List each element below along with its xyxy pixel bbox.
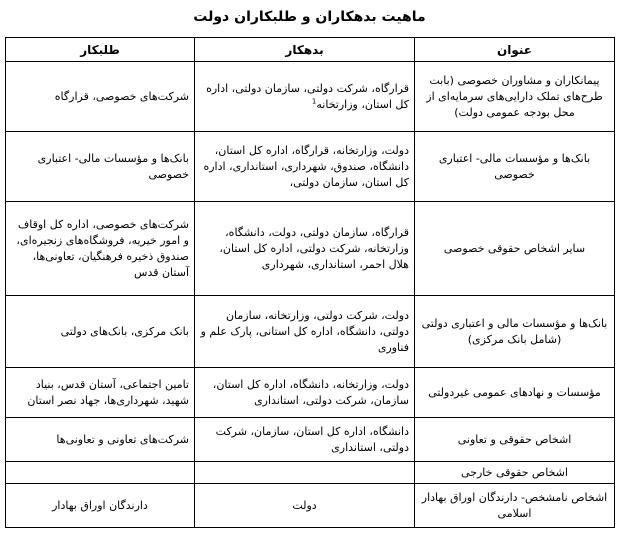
subject-cell: اشخاص نامشخص- دارندگان اوراق بهادار اسلامی [415, 484, 615, 528]
page-title: ماهیت بدهکاران و طلبکاران دولت [193, 9, 426, 25]
debtor-cell: دولت، وزارتخانه، دانشگاه، اداره کل استان، سازمان، شرکت دولتی، استانداری [195, 368, 415, 418]
table-row [6, 296, 615, 368]
table-row [6, 202, 615, 296]
subject-cell: اشخاص حقوقی خارجی [415, 462, 615, 484]
table-row [6, 418, 615, 462]
header-debtor: بدهکار [195, 38, 415, 62]
debtor-cell: دولت [195, 484, 415, 528]
subject-cell: پیمانکاران و مشاوران خصوصی (بابت طرح‌های تملک دارایی‌های سرمایه‌ای از محل بودجه عمومی دولت) [415, 62, 615, 132]
table-row [6, 462, 615, 484]
footnote-mark: 1 [311, 96, 317, 105]
table-row [6, 368, 615, 418]
subject-cell: اشخاص حقوقی و تعاونی [415, 418, 615, 462]
subject-cell: مؤسسات و نهادهای عمومی غیردولتی [415, 368, 615, 418]
table-row [6, 62, 615, 132]
creditor-cell: بانک مرکزی، بانک‌های دولتی [6, 296, 195, 368]
creditor-cell: دارندگان اوراق بهادار [6, 484, 195, 528]
header-subject: عنوان [415, 38, 615, 62]
debtor-cell [195, 462, 415, 484]
debtor-cell [195, 62, 415, 132]
table-row [6, 484, 615, 528]
debtor-cell: دولت، شرکت دولتی، وزارتخانه، سازمان دولتی، دانشگاه، اداره کل استانی، پارک علم و فناوری [195, 296, 415, 368]
debtors-creditors-table [5, 37, 615, 528]
debtor-cell: قرارگاه، سازمان دولتی، دولت، دانشگاه، وزارتخانه، شرکت دولتی، اداره کل استان، هلال احمر، استانداری، شهرداری [195, 202, 415, 296]
debtor-cell: دانشگاه، اداره کل استان، سازمان، شرکت دولتی، استانداری [195, 418, 415, 462]
subject-cell: بانک‌ها و مؤسسات مالی- اعتباری خصوصی [415, 132, 615, 202]
creditor-cell: تامین اجتماعی، آستان قدس، بنیاد شهید، شهرداری‌ها، جهاد نصر استان [6, 368, 195, 418]
subject-cell: بانک‌ها و مؤسسات مالی و اعتباری دولتی (شامل بانک مرکزی) [415, 296, 615, 368]
creditor-cell: شرکت‌های تعاونی و تعاونی‌ها [6, 418, 195, 462]
table-row [6, 132, 615, 202]
creditor-cell [6, 462, 195, 484]
header-creditor: طلبکار [6, 38, 195, 62]
creditor-cell: شرکت‌های خصوصی، اداره کل اوقاف و امور خیریه، فروشگاه‌های زنجیره‌ای، صندوق ذخیره فرهنگیان، تعاونی‌ها، آستان قدس [6, 202, 195, 296]
creditor-cell: بانک‌ها و مؤسسات مالی- اعتباری خصوصی [6, 132, 195, 202]
debtor-cell: دولت، وزارتخانه، قرارگاه، اداره کل استان، دانشگاه، صندوق، شهرداری، استانداری، اداره کل استان، سازمان دولتی، [195, 132, 415, 202]
table-header-row [6, 38, 615, 62]
creditor-cell: شرکت‌های خصوصی، قرارگاه [6, 62, 195, 132]
subject-cell: سایر اشخاص حقوقی خصوصی [415, 202, 615, 296]
debtor-text: قرارگاه، شرکت دولتی، سازمان دولتی، اداره کل استان، وزارتخانه [206, 81, 409, 111]
